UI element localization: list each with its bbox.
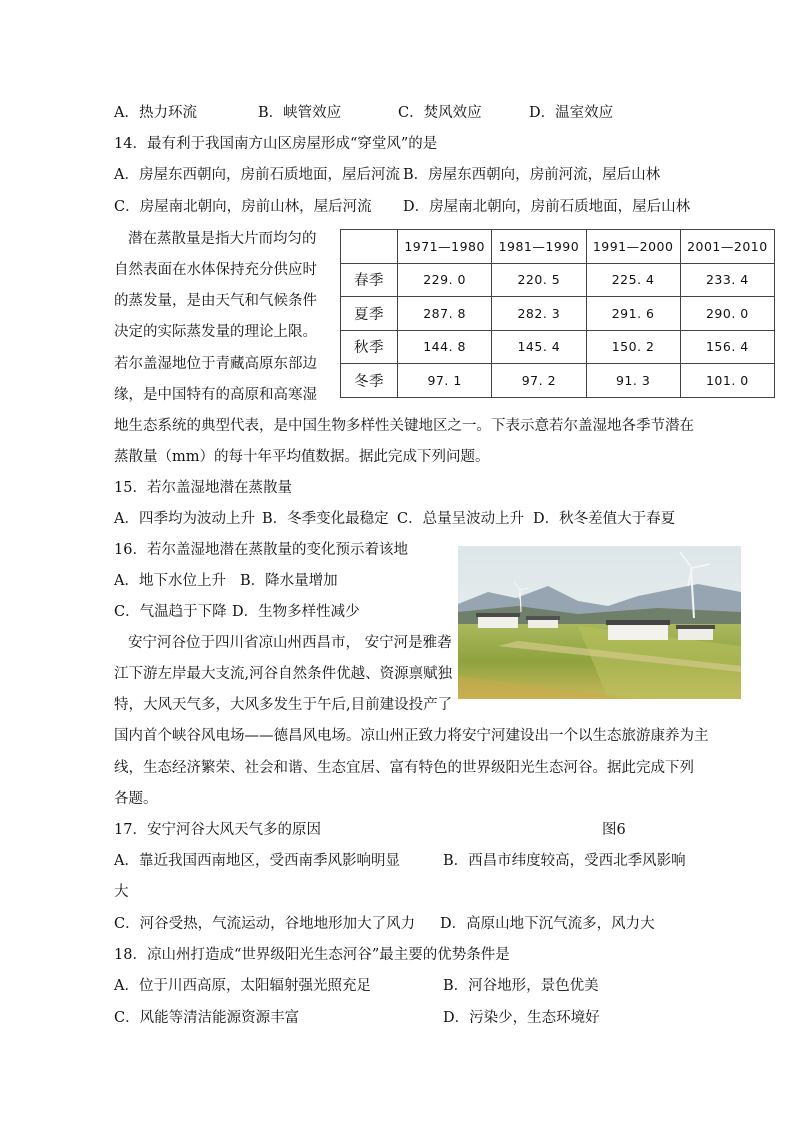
- q13-option-d: D．温室效应: [529, 105, 614, 121]
- value-cell: 287. 8: [398, 297, 492, 331]
- passage1-line: 若尔盖湿地位于青藏高原东部边: [114, 356, 317, 372]
- table-row: [341, 263, 775, 297]
- table-corner-cell: [341, 230, 398, 264]
- value-cell: 97. 2: [492, 364, 586, 398]
- table-header-row: [341, 230, 775, 264]
- passage1-line: 蒸散量（mm）的每十年平均值数据。据此完成下列问题。: [114, 449, 490, 465]
- q18-option-b: B．河谷地形，景色优美: [443, 978, 599, 994]
- table-row: [341, 364, 775, 398]
- q15-option-d: D．秋冬差值大于春夏: [533, 511, 676, 527]
- evapotranspiration-table: [340, 229, 775, 398]
- q15-option-a: A．四季均为波动上升: [114, 511, 255, 527]
- passage1-line: 的蒸发量，是由天气和气候条件: [114, 293, 317, 309]
- q18-option-c: C．风能等清洁能源资源丰富: [114, 1010, 300, 1026]
- value-cell: 156. 4: [680, 330, 774, 364]
- season-cell: 春季: [341, 263, 398, 297]
- q17-option-d: D．高原山地下沉气流多，风力大: [440, 916, 655, 932]
- q16-option-d: D．生物多样性减少: [232, 604, 360, 620]
- value-cell: 97. 1: [398, 364, 492, 398]
- q15-option-b: B．冬季变化最稳定: [262, 511, 389, 527]
- q17-option-c: C．河谷受热，气流运动，谷地地形加大了风力: [114, 916, 416, 932]
- passage2-line: 江下游左岸最大支流,河谷自然条件优越、资源禀赋独: [114, 666, 453, 682]
- q17-option-b: B．西昌市纬度较高，受西北季风影响: [443, 853, 686, 869]
- passage2-line: 国内首个峡谷风电场——德昌风电场。凉山州正致力将安宁河建设出一个以生态旅游康养为主: [114, 728, 709, 744]
- q18-option-a: A．位于川西高原，太阳辐射强光照充足: [114, 978, 371, 994]
- value-cell: 291. 6: [586, 297, 680, 331]
- q13-option-c: C．焚风效应: [398, 105, 482, 121]
- value-cell: 225. 4: [586, 263, 680, 297]
- value-cell: 282. 3: [492, 297, 586, 331]
- passage2-line: 特，大风天气多，大风多发生于午后,目前建设投产了: [114, 697, 453, 713]
- season-cell: 秋季: [341, 330, 398, 364]
- passage1-line: 自然表面在水体保持充分供应时: [114, 262, 317, 278]
- q16-option-b: B．降水量增加: [240, 573, 338, 589]
- passage1-line: 地生态系统的典型代表，是中国生物多样性关键地区之一。下表示意若尔盖湿地各季节潜在: [114, 418, 694, 434]
- table-header-cell: 1971—1980: [398, 230, 492, 264]
- value-cell: 91. 3: [586, 364, 680, 398]
- q15-option-c: C．总量呈波动上升: [397, 511, 525, 527]
- passage1-line: 潜在蒸散量是指大片而均匀的: [128, 231, 317, 247]
- q14-option-a: A．房屋东西朝向，房前石质地面，屋后河流: [114, 167, 400, 183]
- figure-label: 图6: [602, 822, 626, 838]
- q18-option-d: D．污染少，生态环境好: [443, 1010, 600, 1026]
- q14-option-d: D．房屋南北朝向，房前石质地面，屋后山林: [403, 199, 691, 215]
- q17-stem: 17．安宁河谷大风天气多的原因: [114, 822, 321, 838]
- value-cell: 101. 0: [680, 364, 774, 398]
- value-cell: 220. 5: [492, 263, 586, 297]
- table-header-cell: 1991—2000: [586, 230, 680, 264]
- q18-stem: 18．凉山州打造成“世界级阳光生态河谷”最主要的优势条件是: [114, 947, 510, 963]
- value-cell: 145. 4: [492, 330, 586, 364]
- q15-stem: 15．若尔盖湿地潜在蒸散量: [114, 480, 292, 496]
- q17-option-a: A．靠近我国西南地区，受西南季风影响明显: [114, 853, 400, 869]
- passage2-line: 安宁河谷位于四川省凉山州西昌市， 安宁河是雅砻: [128, 635, 452, 651]
- value-cell: 290. 0: [680, 297, 774, 331]
- wind-farm-photo: [458, 546, 741, 699]
- season-cell: 夏季: [341, 297, 398, 331]
- wind-farm-illustration: [458, 546, 741, 699]
- value-cell: 144. 8: [398, 330, 492, 364]
- passage2-line: 各题。: [114, 791, 158, 807]
- q14-option-c: C．房屋南北朝向，房前山林，屋后河流: [114, 199, 372, 215]
- q16-option-c: C．气温趋于下降: [114, 604, 227, 620]
- q13-option-a: A．热力环流: [114, 105, 197, 121]
- q14-stem: 14．最有利于我国南方山区房屋形成“穿堂风”的是: [114, 136, 438, 152]
- season-cell: 冬季: [341, 364, 398, 398]
- value-cell: 150. 2: [586, 330, 680, 364]
- q16-option-a: A．地下水位上升: [114, 573, 226, 589]
- q14-option-b: B．房屋东西朝向，房前河流，屋后山林: [403, 167, 661, 183]
- table-row: [341, 330, 775, 364]
- table-header-cell: 1981—1990: [492, 230, 586, 264]
- passage1-line: 决定的实际蒸发量的理论上限。: [114, 324, 317, 340]
- q17-option-b-wrap: 大: [114, 884, 129, 900]
- value-cell: 233. 4: [680, 263, 774, 297]
- table-row: [341, 297, 775, 331]
- value-cell: 229. 0: [398, 263, 492, 297]
- passage1-line: 缘，是中国特有的高原和高寒湿: [114, 387, 317, 403]
- passage2-line: 线，生态经济繁荣、社会和谐、生态宜居、富有特色的世界级阳光生态河谷。据此完成下列: [114, 760, 694, 776]
- q16-stem: 16．若尔盖湿地潜在蒸散量的变化预示着该地: [114, 542, 408, 558]
- q13-option-b: B．峡管效应: [258, 105, 342, 121]
- table-header-cell: 2001—2010: [680, 230, 774, 264]
